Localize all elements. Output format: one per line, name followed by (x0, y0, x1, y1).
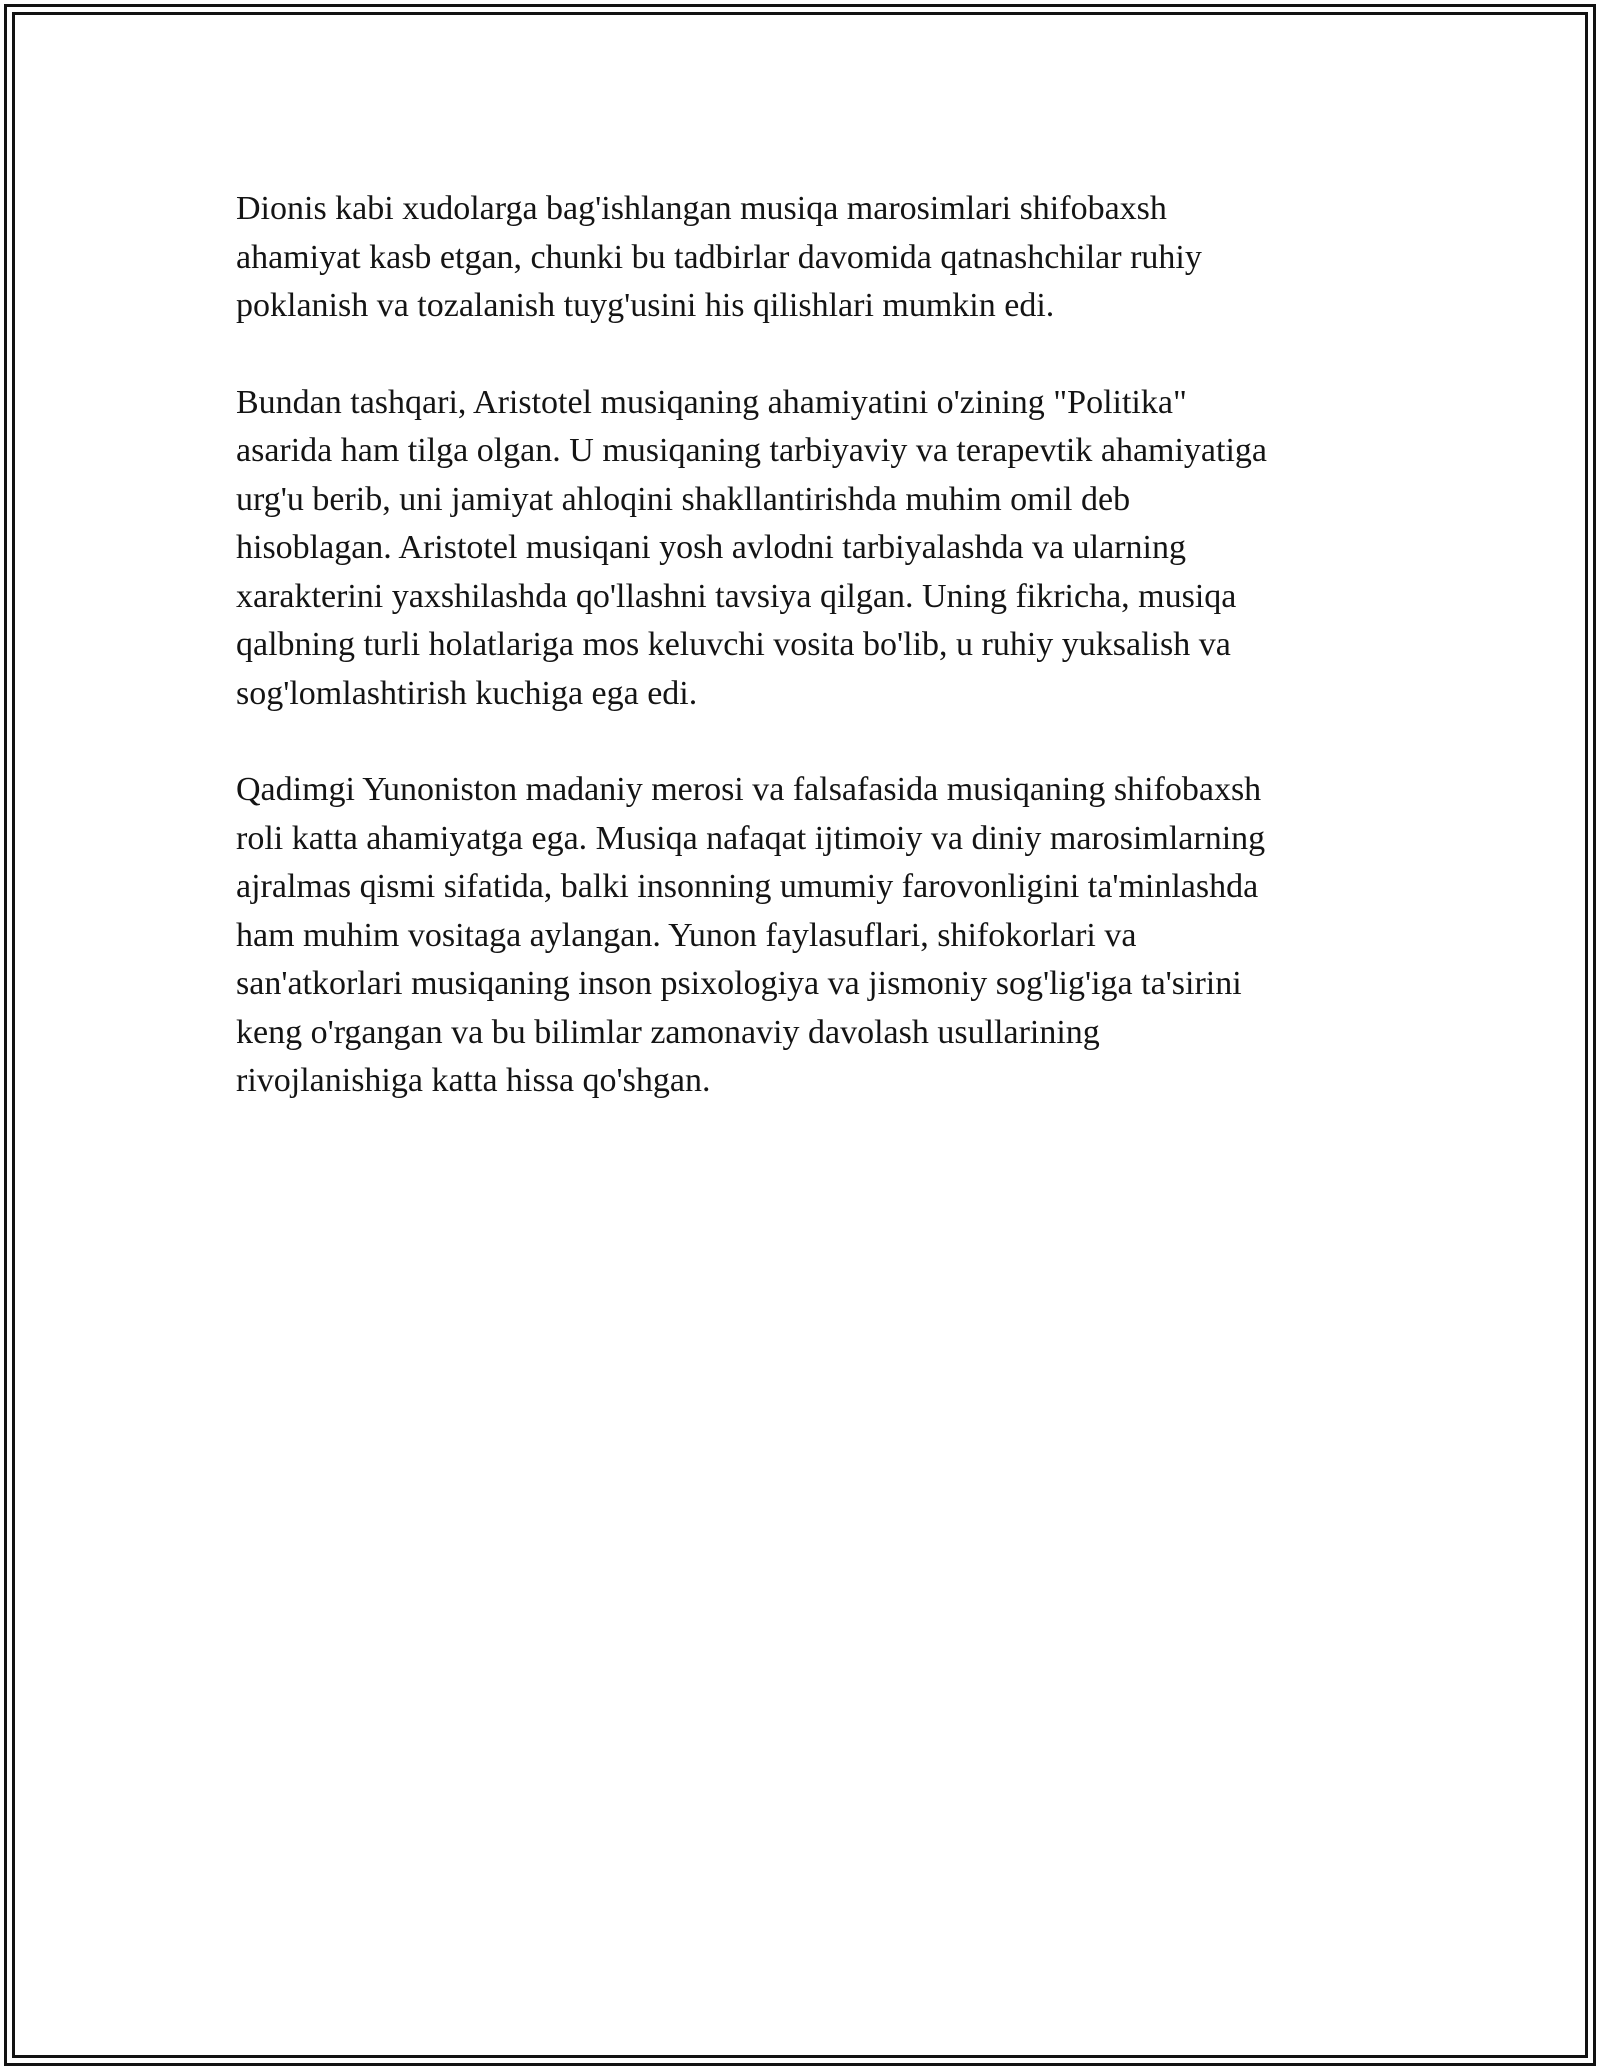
paragraph-dionis: Dionis kabi xudolarga bag'ishlangan musiqa marosimlari shifobaxsh ahamiyat kasb etgan, chunki bu tadbirlar davomida qatnashchilar ruhiy poklanish va tozalanish tuyg'usini his qilishlari mumkin edi. (236, 190, 1202, 324)
document-body (236, 185, 1376, 1154)
paragraph-aristotel: Bundan tashqari, Aristotel musiqaning ahamiyatini o'zining "Politika" asarida ham tilga olgan. U musiqaning tarbiyaviy va terapevtik ahamiyatiga urg'u berib, uni jamiyat ahloqini shakllantirishda muhim omil deb hisoblagan. Aristotel musiqani yosh avlodni tarbiyalashda va ularning xarakterini yaxshilashda qo'llashni tavsiya qilgan. Uning fikricha, musiqa qalbning turli holatlariga mos keluvchi vosita bo'lib, u ruhiy yuksalish va sog'lomlashtirish kuchiga ega edi. (236, 383, 1268, 712)
paragraph-yunoniston: Qadimgi Yunoniston madaniy merosi va falsafasida musiqaning shifobaxsh roli katta ahamiyatga ega. Musiqa nafaqat ijtimoiy va diniy marosimlarning ajralmas qismi sifatida, balki insonning umumiy farovonligini ta'minlashda ham muhim vositaga aylangan. Yunon faylasuflari, shifokorlari va san'atkorlari musiqaning inson psixologiya va jismoniy sog'lig'iga ta'sirini keng o'rgangan va bu bilimlar zamonaviy davolash usullarining rivojlanishiga katta hissa qo'shgan. (236, 771, 1266, 1099)
